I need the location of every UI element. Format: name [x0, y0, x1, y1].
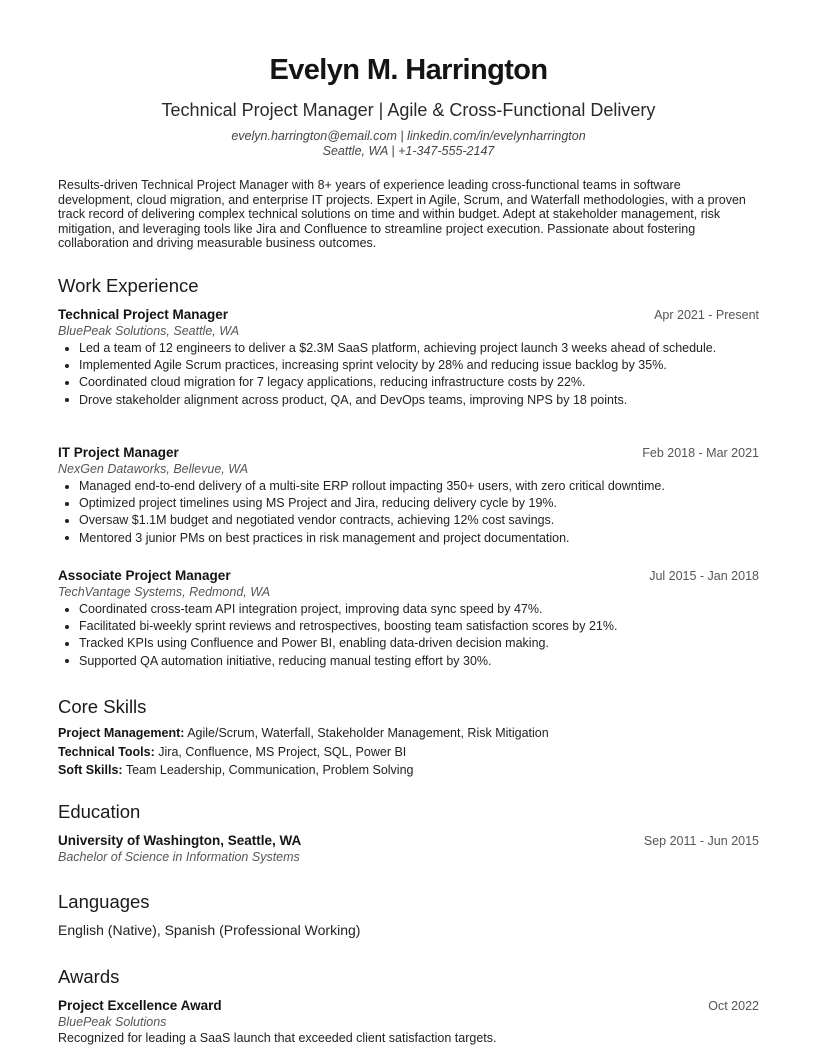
award-date: Oct 2022 [708, 999, 759, 1013]
degree: Bachelor of Science in Information Systems [58, 850, 300, 864]
experience-entry [58, 307, 759, 410]
skills-list [58, 724, 759, 780]
contact-line-location-phone: Seattle, WA | +1-347-555-2147 [322, 144, 495, 158]
headline: Technical Project Manager | Agile & Cross-Functional Delivery [161, 100, 656, 120]
bullet-item: Oversaw $1.1M budget and negotiated vendor contracts, achieving 12% cost savings. [58, 513, 759, 528]
education-entry [58, 833, 759, 865]
job-dates: Feb 2018 - Mar 2021 [642, 446, 759, 460]
bullet-item: Supported QA automation initiative, reducing manual testing effort by 30%. [58, 654, 759, 669]
skill-row [58, 743, 759, 762]
professional-summary: Results-driven Technical Project Manager with 8+ years of experience leading cross-functional teams in software development, cloud migration, and enterprise IT projects. Expert in Agile, Scrum, and Waterfall methodologies, with a proven track record of delivering complex technical solutions on time and within budget. Adept at stakeholder management, risk mitigation, and leveraging tools like Jira and Confluence to streamline project execution. Passionate about fostering collaboration and driving measurable business outcomes. [58, 178, 746, 251]
job-title: Associate Project Manager [58, 568, 231, 583]
languages-list: English (Native), Spanish (Professional Working) [58, 922, 361, 938]
job-bullets [58, 602, 759, 668]
bullet-item: Managed end-to-end delivery of a multi-site ERP rollout impacting 350+ users, with zero critical downtime. [58, 479, 759, 494]
bullet-item: Facilitated bi-weekly sprint reviews and retrospectives, boosting team satisfaction scores by 21%. [58, 619, 759, 634]
award-title: Project Excellence Award [58, 998, 222, 1013]
section-heading-languages: Languages [58, 891, 150, 912]
section-heading-skills: Core Skills [58, 696, 147, 717]
skill-value: Jira, Confluence, MS Project, SQL, Power BI [154, 744, 407, 759]
bullet-item: Optimized project timelines using MS Project and Jira, reducing delivery cycle by 19%. [58, 496, 759, 511]
skill-label: Project Management: [58, 726, 185, 740]
section-heading-experience: Work Experience [58, 275, 199, 296]
skill-label: Soft Skills: [58, 763, 123, 777]
bullet-item: Led a team of 12 engineers to deliver a $2.3M SaaS platform, achieving project launch 3 weeks ahead of schedule. [58, 341, 759, 356]
experience-entry [58, 568, 759, 671]
award-organization: BluePeak Solutions [58, 1015, 167, 1029]
award-entry [58, 998, 759, 1046]
candidate-name: Evelyn M. Harrington [269, 54, 548, 86]
section-heading-education: Education [58, 801, 141, 822]
job-bullets [58, 479, 759, 545]
skill-value: Team Leadership, Communication, Problem Solving [122, 763, 414, 777]
bullet-item: Mentored 3 junior PMs on best practices in risk management and project documentation. [58, 531, 759, 546]
skill-label: Technical Tools: [58, 744, 155, 759]
bullet-item: Tracked KPIs using Confluence and Power BI, enabling data-driven decision making. [58, 636, 759, 651]
experience-entry [58, 445, 759, 548]
bullet-item: Coordinated cross-team API integration project, improving data sync speed by 47%. [58, 602, 759, 617]
job-company: BluePeak Solutions, Seattle, WA [58, 324, 240, 338]
job-title: Technical Project Manager [58, 307, 229, 322]
job-company: NexGen Dataworks, Bellevue, WA [58, 462, 249, 476]
bullet-item: Drove stakeholder alignment across product, QA, and DevOps teams, improving NPS by 18 points. [58, 393, 759, 408]
job-dates: Apr 2021 - Present [654, 308, 759, 322]
section-heading-awards: Awards [58, 966, 120, 987]
skill-row [58, 724, 759, 743]
school-name: University of Washington, Seattle, WA [58, 833, 302, 848]
job-bullets [58, 341, 759, 407]
job-company: TechVantage Systems, Redmond, WA [58, 585, 271, 599]
contact-info [58, 129, 759, 159]
skill-row [58, 761, 759, 780]
bullet-item: Coordinated cloud migration for 7 legacy applications, reducing infrastructure costs by 22%. [58, 375, 759, 390]
skill-value: Agile/Scrum, Waterfall, Stakeholder Management, Risk Mitigation [184, 726, 549, 740]
award-description: Recognized for leading a SaaS launch that exceeded client satisfaction targets. [58, 1031, 497, 1045]
contact-line-email-linkedin: evelyn.harrington@email.com | linkedin.com/in/evelynharrington [231, 129, 586, 143]
bullet-item: Implemented Agile Scrum practices, increasing sprint velocity by 28% and reducing issue backlog by 35%. [58, 358, 759, 373]
job-dates: Jul 2015 - Jan 2018 [649, 569, 759, 583]
education-dates: Sep 2011 - Jun 2015 [643, 834, 759, 848]
job-title: IT Project Manager [58, 445, 179, 460]
